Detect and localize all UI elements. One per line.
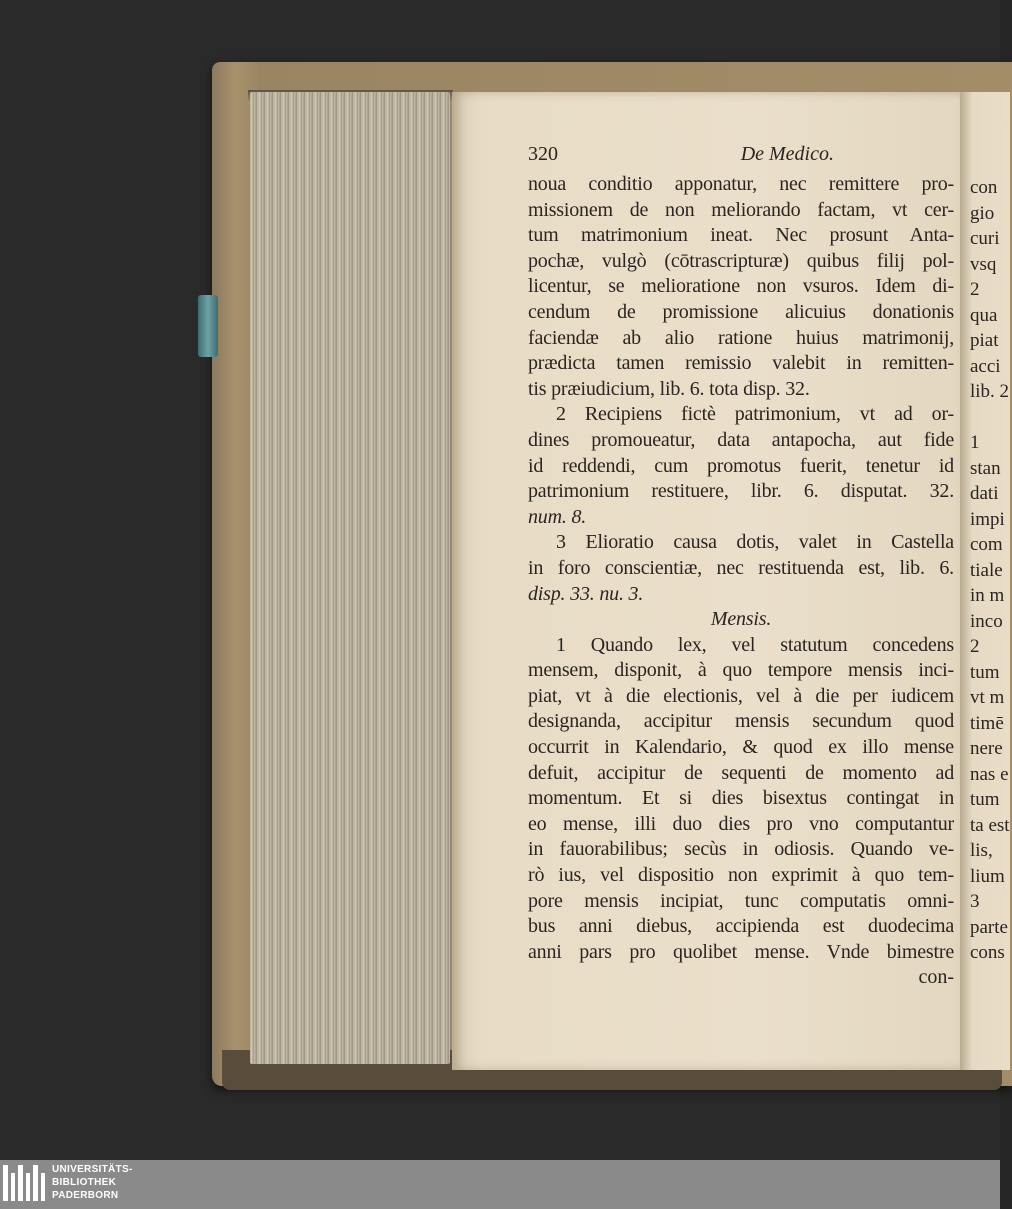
catchword: con- — [918, 966, 954, 989]
facing-page-fragment: con — [970, 177, 998, 198]
facing-page-fragment: dati — [970, 483, 999, 504]
facing-page-fragment: 2 — [970, 279, 980, 300]
facing-page-fragment: lium — [970, 865, 1005, 887]
text-line: in fauorabilibus; secùs in odiosis. Quando ve- — [528, 838, 954, 861]
facing-page-fragment: 2 — [970, 636, 980, 657]
library-logo-icon — [3, 1165, 45, 1201]
facing-page-fragment: qua — [970, 304, 998, 326]
logo-line-3: PADERBORN — [52, 1190, 119, 1201]
text-line: rò ius, vel dispositio non exprimit à quo tem- — [528, 864, 954, 887]
text-line: patrimonium restituere, libr. 6. disputat. 32. — [528, 480, 954, 503]
text-line: mensem, disponit, à quo tempore mensis inci- — [528, 659, 954, 682]
library-logo-text — [52, 1163, 133, 1202]
facing-page-fragment: parte — [970, 916, 1008, 938]
text-line: pore mensis incipiat, tunc computatis omni- — [528, 889, 954, 912]
facing-page-fragment: nas e — [970, 763, 1009, 785]
facing-page-fragment — [970, 405, 1010, 431]
clasp-icon — [198, 295, 218, 357]
section-heading: Mensis. — [710, 608, 772, 631]
text-line: tum matrimonium ineat. Nec prosunt Anta- — [528, 224, 954, 247]
logo-line-1: UNIVERSITÄTS- — [52, 1164, 133, 1175]
facing-page-fragment: com — [970, 534, 1003, 555]
text-line: pochæ, vulgò (cōtrascripturæ) quibus filij pol- — [528, 249, 954, 272]
text-line: anni pars pro quolibet mense. Vnde bimestre — [528, 940, 954, 963]
logo-line-2: BIBLIOTHEK — [52, 1177, 117, 1188]
facing-page-fragment: ta est — [970, 814, 1010, 836]
text-line: 1 Quando lex, vel statutum concedens — [556, 633, 954, 656]
text-line: occurrit in Kalendario, & quod ex illo mense — [528, 736, 954, 759]
facing-page-fragment: stan — [970, 457, 1001, 479]
facing-page-fragment: in m — [970, 585, 1005, 606]
text-line: in foro conscientiæ, nec restituenda est, lib. 6. — [528, 556, 954, 579]
facing-page-fragment: vt m — [970, 687, 1005, 708]
page-number: 320 — [528, 143, 558, 165]
facing-page-text — [970, 175, 1010, 966]
text-line: 2 Recipiens fictè patrimonium, vt ad or- — [556, 403, 954, 426]
text-line: momentum. Et si dies bisextus contingat in — [528, 787, 954, 810]
text-line: cendum de promissione alicuius donationis — [528, 300, 954, 323]
facing-page-fragment: 3 — [970, 891, 980, 912]
facing-page-fragment: curi — [970, 228, 1000, 249]
facing-page-fragment: lis, — [970, 840, 993, 861]
facing-page-fragment: vsq — [970, 253, 997, 275]
text-line: missionem de non meliorando factam, vt cer- — [528, 198, 954, 221]
text-line: noua conditio apponatur, nec remittere pro- — [528, 173, 954, 195]
text-line: licentur, se melioratione non vsuros. Idem di- — [528, 275, 954, 298]
running-header — [528, 142, 954, 172]
text-line: num. 8. — [528, 505, 587, 528]
facing-page-fragment: lib. 2 — [970, 381, 1010, 402]
text-line: bus anni diebus, accipienda est duodecima — [528, 915, 954, 938]
facing-page-fragment: timē — [970, 712, 1004, 734]
text-line: disp. 33. nu. 3. — [528, 582, 644, 605]
facing-page-fragment: inco — [970, 610, 1003, 632]
text-line: piat, vt à die electionis, vel à die per iudicem — [528, 684, 954, 707]
page-text — [528, 142, 954, 991]
footer-bar — [0, 1160, 1000, 1209]
facing-page-fragment: acci — [970, 355, 1001, 377]
facing-page-fragment: gio — [970, 202, 995, 224]
text-line: id reddendi, cum promotus fuerit, tenetur id — [528, 454, 954, 477]
text-line: tis præiudicium, lib. 6. tota disp. 32. — [528, 377, 810, 400]
text-line: designanda, accipitur mensis secundum quod — [528, 710, 954, 733]
facing-page-fragment: cons — [970, 942, 1005, 963]
text-line: prædicta tamen remissio valebit in remitten- — [528, 352, 954, 375]
text-line: dines promoueatur, data antapocha, aut fide — [528, 428, 954, 451]
page-fore-edge — [250, 92, 450, 1064]
facing-page-fragment: tum — [970, 661, 1000, 683]
facing-page-fragment: impi — [970, 508, 1005, 530]
text-line: 3 Elioratio causa dotis, valet in Castella — [556, 531, 954, 554]
running-title: De Medico. — [740, 143, 834, 165]
text-line: defuit, accipitur de sequenti de momento ad — [528, 761, 954, 784]
facing-page-fragment: 1 — [970, 432, 980, 453]
facing-page-fragment: nere — [970, 738, 1003, 759]
facing-page-fragment: tiale — [970, 559, 1003, 581]
facing-page-fragment: piat — [970, 330, 999, 351]
text-line: faciendæ ab alio ratione huius matrimonij, — [528, 326, 954, 349]
facing-page-fragment: tum — [970, 789, 1000, 810]
text-line: eo mense, illi duo dies pro vno computantur — [528, 812, 954, 835]
